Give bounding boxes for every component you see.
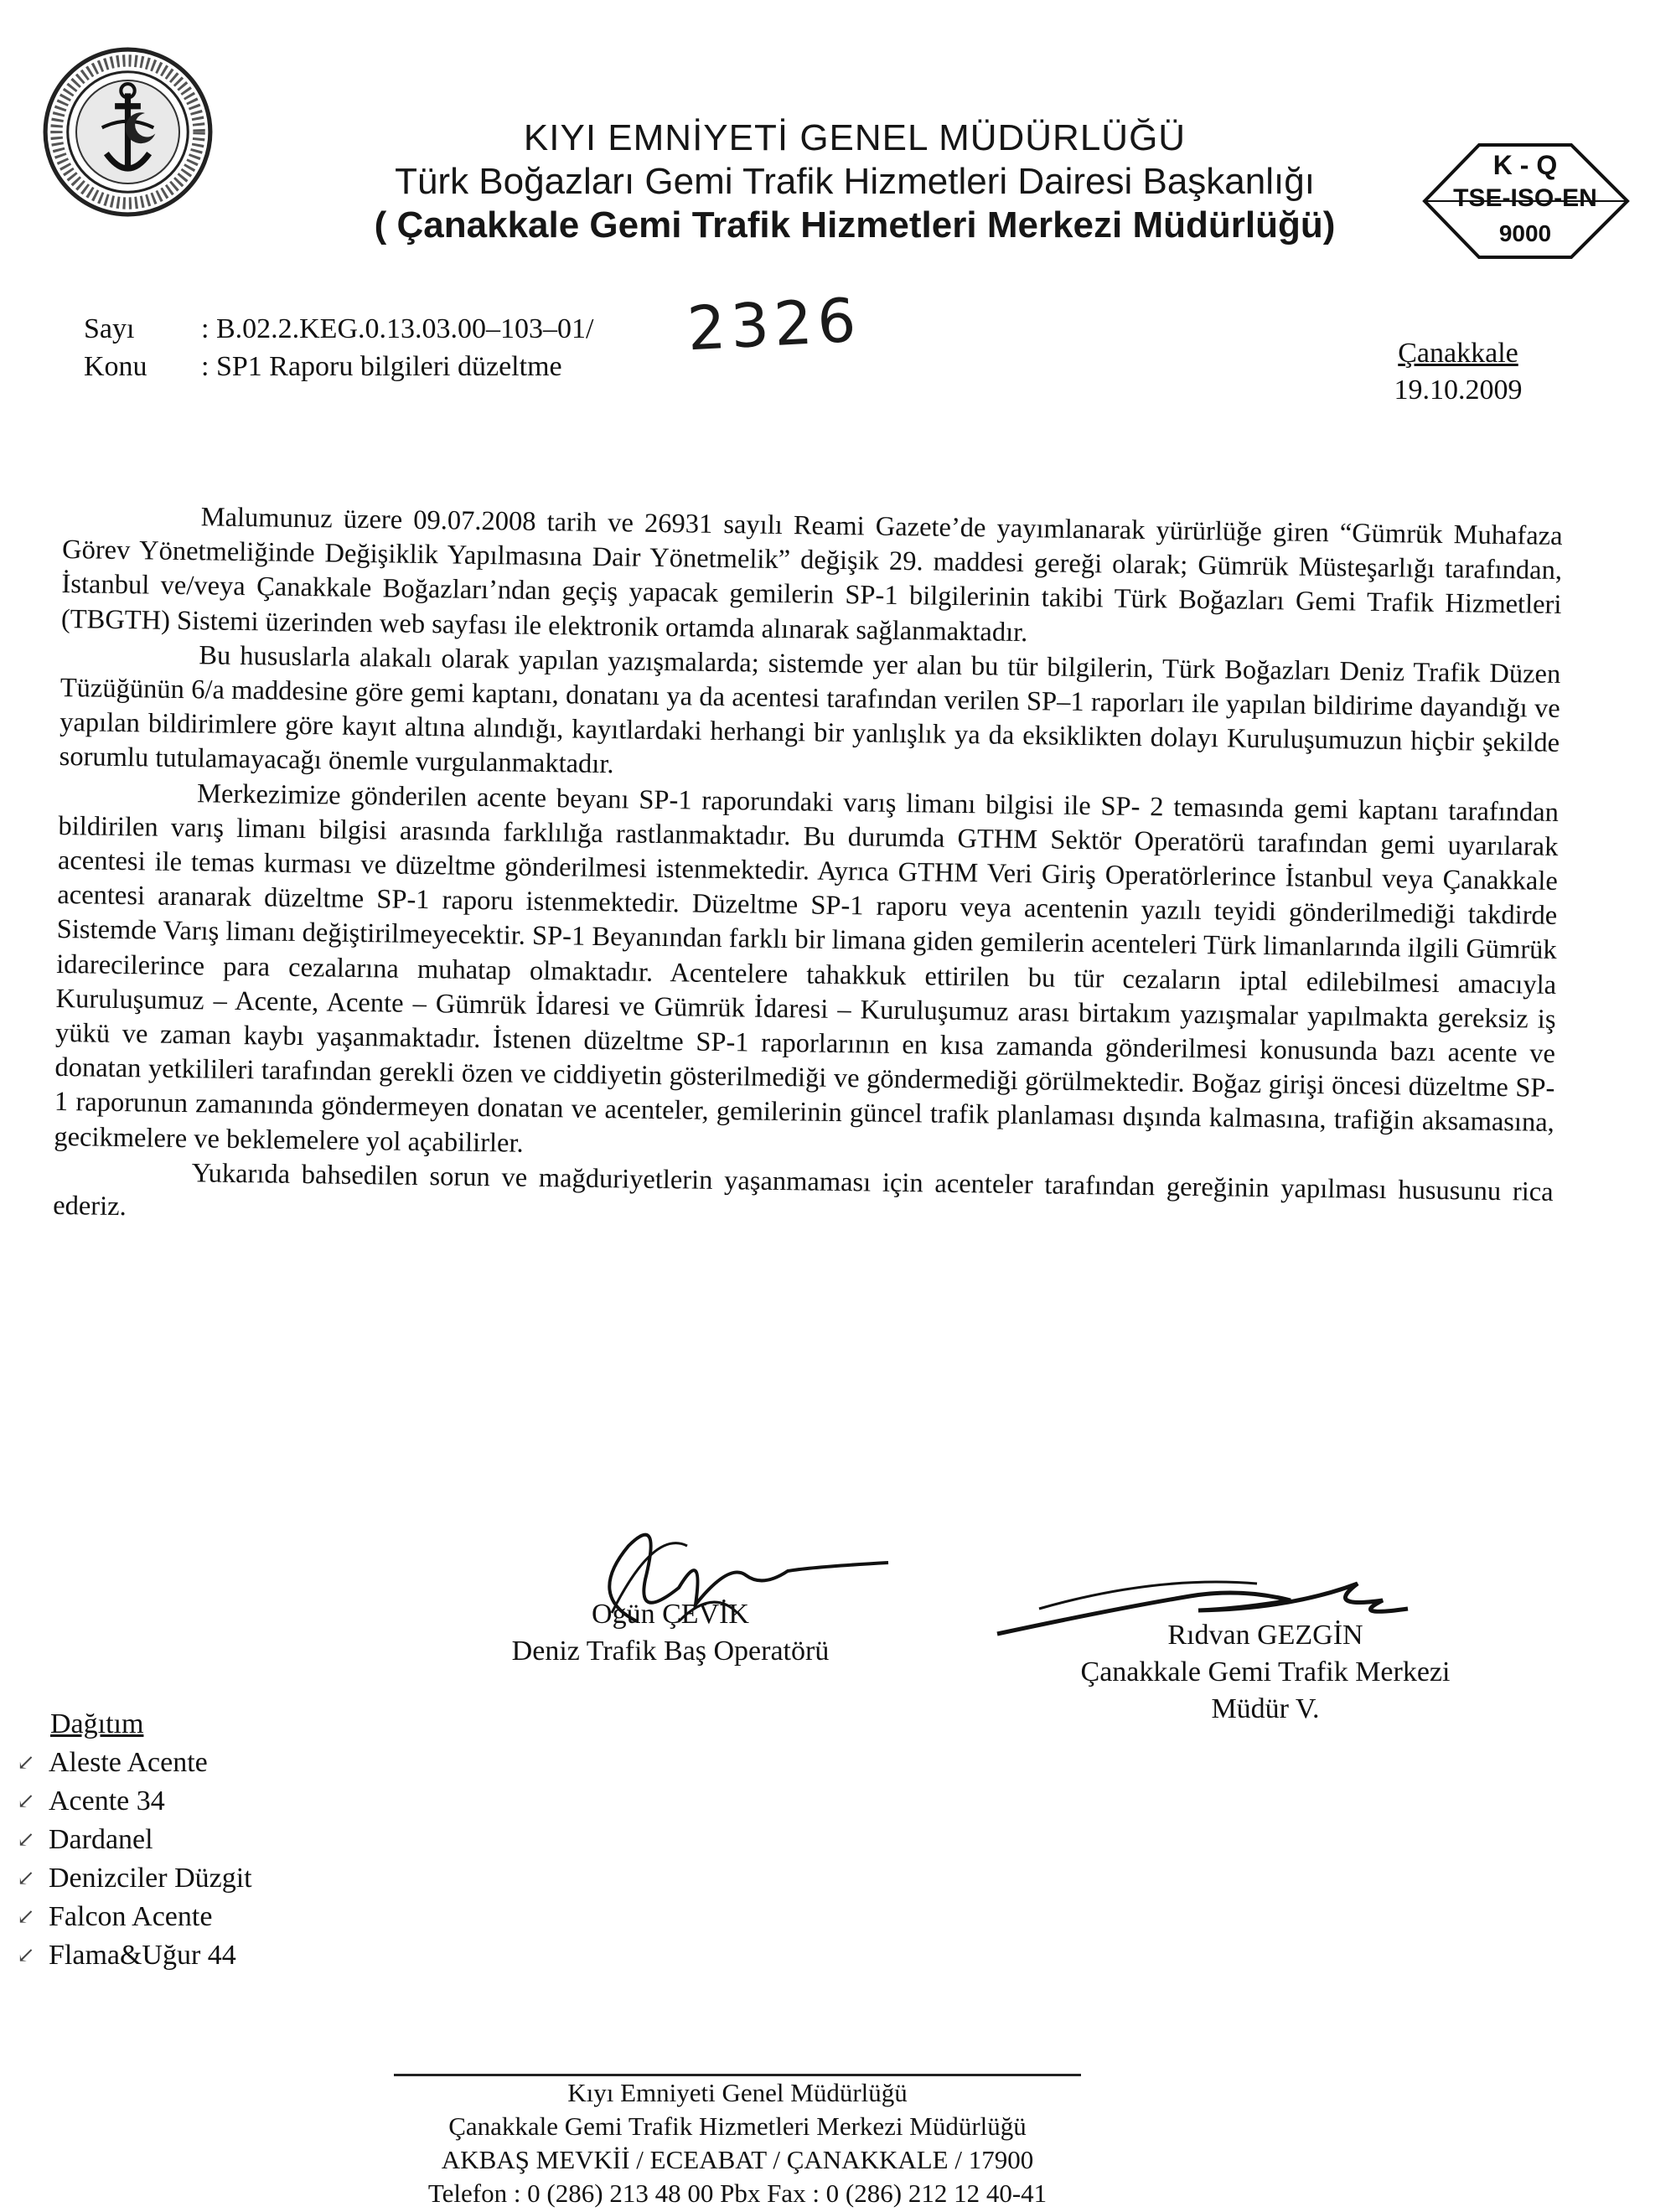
letterhead: [352, 117, 1358, 246]
konu-value: : SP1 Raporu bilgileri düzeltme: [201, 351, 562, 382]
stamp-line-3: 9000: [1498, 220, 1552, 246]
place-date: [1374, 335, 1542, 409]
konu-label: Konu: [84, 351, 147, 382]
distribution-title: Dağıtım: [50, 1708, 144, 1739]
sayi-value: : B.02.2.KEG.0.13.03.00–103–01/: [201, 313, 594, 344]
stamp-line-1: K - Q: [1492, 150, 1558, 180]
list-item: ↙ Acente 34: [17, 1782, 252, 1821]
footer-line-3: AKBAŞ MEVKİİ / ECEABAT / ÇANAKKALE / 17900: [441, 2145, 1034, 2174]
signatory-right-title: Çanakkale Gemi Trafik Merkezi: [1080, 1656, 1451, 1687]
tick-mark-icon: ↙: [17, 1866, 35, 1890]
signatory-right: [1006, 1617, 1525, 1728]
paragraph-2: Bu hususlarla alakalı olarak yapılan yazışmalarda; sistemde yer alan bu tür bilgilerin, Türk Boğazları Deniz Trafik Düzen Tüzüğünün 6/a maddesine göre gemi kaptanı, donatanı ya da acentesi tarafından verilen SP–1 raporları ile yapılan bildirime dayandığı ve yapılan bildirimlere göre kayıt altına alındığı, kayıtlardaki herhangi bir yanlışlık ya da eksiklikten dolayı Kuruluşumuzun hiçbir şekilde sorumlu tutulamayacağı önemle vurgulanmaktadır.: [59, 640, 1561, 780]
tick-mark-icon: ↙: [17, 1789, 35, 1813]
paragraph-1: Malumunuz üzere 09.07.2008 tarih ve 26931 sayılı Reami Gazete’de yayımlanarak yürürlüğe giren “Gümrük Muhafaza Görev Yönetmeliğinde Değişiklik Yapılmasına Dair Yönetmelik” değişik 29. maddesi gereği olarak; Gümrük Müsteşarlığı tarafından, İstanbul ve/veya Çanakkale Boğazları’ndan geçiş yapacak gemilerin SP-1 bilgilerinin takibi Türk Boğazları Gemi Trafik Hizmetleri (TBGTH) Sistemi üzerinden web sayfası ile elektronik ortamda alınarak sağlanmaktadır.: [60, 502, 1563, 648]
tick-mark-icon: ↙: [17, 1943, 35, 1967]
ministry-seal-icon: [42, 46, 214, 218]
list-item: ↙ Denizciler Düzgit: [17, 1859, 252, 1898]
footer-line-1: Kıyı Emniyeti Genel Müdürlüğü: [567, 2078, 908, 2107]
tick-mark-icon: ↙: [17, 1750, 35, 1775]
signatory-right-name: Rıdvan GEZGİN: [1167, 1620, 1363, 1651]
paragraph-4: Yukarıda bahsedilen sorun ve mağduriyetlerin yaşanmaması için acenteler tarafından gereğinin yapılması hususunu rica ederiz.: [52, 1158, 1554, 1222]
agency-name: KIYI EMNİYETİ GENEL MÜDÜRLÜĞÜ: [523, 117, 1187, 158]
signatory-left-title: Deniz Trafik Baş Operatörü: [511, 1636, 830, 1667]
signatory-left: [453, 1596, 888, 1670]
date: 19.10.2009: [1394, 375, 1523, 406]
list-item: ↙ Dardanel: [17, 1821, 252, 1859]
list-item: ↙ Aleste Acente: [17, 1744, 252, 1782]
tick-mark-icon: ↙: [17, 1904, 35, 1929]
distribution-list: [17, 1705, 252, 1975]
list-item: ↙ Falcon Acente: [17, 1898, 252, 1936]
stamp-line-2: TSE-ISO-EN: [1453, 184, 1597, 212]
department-name: Türk Boğazları Gemi Trafik Hizmetleri Dairesi Başkanlığı: [395, 161, 1315, 202]
paragraph-3: Merkezimize gönderilen acente beyanı SP-1 raporundaki varış limanı bilgisi ile SP- 2 temasında gemi kaptanı tarafından bildirilen varış limanı bilgisi arasında farklılığa rastlanmaktadır. Bu durumda GTHM Sektör Operatörü tarafından gemi uyarılarak acentesi ile temas kurması ve düzeltme gönderilmesi istenmektedir. Ayrıca GTHM Veri Giriş Operatörlerince İstanbul veya Çanakkale acentesi aranarak düzeltme SP-1 raporu istenmektedir. Düzeltme SP-1 raporu veya acentenin yazılı teyidi gönderilmediği takdirde Sistemde Varış limanı değiştirilmeyecektir. SP-1 Beyanından farklı bir limana giden gemilerin acenteleri Türk limanlarında ilgili Gümrük idarecilerince para cezalarına muhatap olmaktadır. Acentelere tahakkuk ettirilen bu tür cezaların iptal edilebilmesi amacıyla Kuruluşumuz – Acente, Acente – Gümrük İdaresi ve Gümrük İdaresi – Kuruluşumuz arası birtakım yazışmalar yapılmakta gereksiz iş yükü ve zaman kaybı yaşanmaktadır. İstenen düzeltme SP-1 raporlarının en kısa zamanda gönderilmesi konusunda bazı acente ve donatan yetkilileri tarafından gerekli özen ve ciddiyetin gösterilmediği ve göndermediği görülmektedir. Boğaz girişi öncesi düzeltme SP-1 raporunun zamanında göndermeyen donatan ve acenteler, gemilerinin güncel trafik planlaması dışında kalmasına, trafiğin aksamasına, gecikmelere ve beklemelere yol açabilirler.: [54, 778, 1560, 1159]
signatory-left-name: Ogün ÇEVİK: [592, 1599, 749, 1630]
signatory-right-title-2: Müdür V.: [1211, 1693, 1320, 1724]
sayi-label: Sayı: [84, 313, 135, 344]
footer-address: [360, 2076, 1115, 2210]
footer-line-4: Telefon : 0 (286) 213 48 00 Pbx Fax : 0 (286) 212 12 40-41: [427, 2178, 1048, 2208]
list-item: ↙ Flama&Uğur 44: [17, 1936, 252, 1975]
tick-mark-icon: ↙: [17, 1827, 35, 1852]
footer-line-2: Çanakkale Gemi Trafik Hizmetleri Merkezi Müdürlüğü: [448, 2111, 1027, 2141]
handwritten-document-number: 2326: [685, 284, 863, 364]
tse-iso-certification-badge: [1408, 138, 1642, 264]
reference-block: [84, 310, 593, 385]
letter-body: [53, 499, 1563, 1244]
place: Çanakkale: [1398, 338, 1518, 369]
office-name: ( Çanakkale Gemi Trafik Hizmetleri Merkezi Müdürlüğü): [374, 204, 1336, 245]
